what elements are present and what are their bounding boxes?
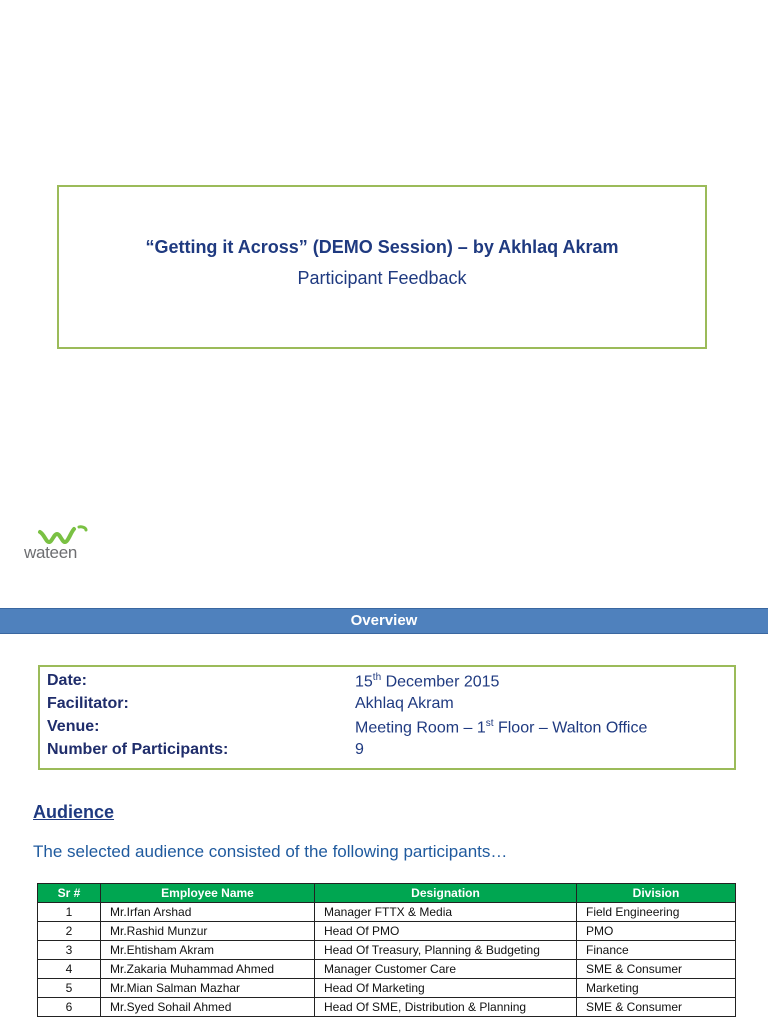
date-value: 15th December 2015 xyxy=(355,672,500,691)
facilitator-value: Akhlaq Akram xyxy=(355,695,454,712)
cell-name: Mr.Syed Sohail Ahmed xyxy=(101,998,315,1017)
table-row xyxy=(38,903,736,922)
wateen-logo xyxy=(24,524,94,566)
cell-sr: 2 xyxy=(38,922,101,941)
title-box xyxy=(57,185,707,349)
cell-division: PMO xyxy=(577,922,736,941)
venue-row xyxy=(47,718,727,740)
overview-header: Overview xyxy=(0,608,768,634)
table-row xyxy=(38,960,736,979)
document-subtitle: Participant Feedback xyxy=(297,268,467,288)
cell-name: Mr.Rashid Munzur xyxy=(101,922,315,941)
header-sr: Sr # xyxy=(38,884,101,903)
venue-value: Meeting Room – 1st Floor – Walton Office xyxy=(355,718,648,737)
date-row xyxy=(47,672,727,694)
cell-designation: Head Of Marketing xyxy=(315,979,577,998)
document-title: “Getting it Across” (DEMO Session) – by Akhlaq Akram xyxy=(145,237,619,257)
cell-sr: 1 xyxy=(38,903,101,922)
cell-division: SME & Consumer xyxy=(577,998,736,1017)
cell-designation: Head Of SME, Distribution & Planning xyxy=(315,998,577,1017)
table-row xyxy=(38,998,736,1017)
facilitator-label: Facilitator: xyxy=(47,695,129,712)
cell-division: SME & Consumer xyxy=(577,960,736,979)
table-row xyxy=(38,922,736,941)
header-employee-name: Employee Name xyxy=(101,884,315,903)
logo-text: wateen xyxy=(24,543,78,562)
table-row xyxy=(38,941,736,960)
cell-sr: 3 xyxy=(38,941,101,960)
facilitator-row xyxy=(47,695,727,717)
participants-row xyxy=(47,741,727,763)
cell-sr: 4 xyxy=(38,960,101,979)
cell-division: Marketing xyxy=(577,979,736,998)
cell-designation: Head Of PMO xyxy=(315,922,577,941)
overview-info-box xyxy=(38,665,736,770)
table-row xyxy=(38,979,736,998)
audience-heading: Audience xyxy=(33,802,115,822)
cell-designation: Head Of Treasury, Planning & Budgeting xyxy=(315,941,577,960)
cell-division: Finance xyxy=(577,941,736,960)
cell-sr: 6 xyxy=(38,998,101,1017)
cell-designation: Manager Customer Care xyxy=(315,960,577,979)
audience-text: The selected audience consisted of the following participants… xyxy=(33,842,508,861)
cell-name: Mr.Ehtisham Akram xyxy=(101,941,315,960)
cell-sr: 5 xyxy=(38,979,101,998)
cell-designation: Manager FTTX & Media xyxy=(315,903,577,922)
participants-value: 9 xyxy=(355,741,364,758)
date-label: Date: xyxy=(47,672,88,689)
venue-label: Venue: xyxy=(47,718,100,735)
cell-name: Mr.Irfan Arshad xyxy=(101,903,315,922)
table-header-row xyxy=(38,884,736,903)
cell-name: Mr.Mian Salman Mazhar xyxy=(101,979,315,998)
participants-label: Number of Participants: xyxy=(47,741,229,758)
cell-name: Mr.Zakaria Muhammad Ahmed xyxy=(101,960,315,979)
header-designation: Designation xyxy=(315,884,577,903)
cell-division: Field Engineering xyxy=(577,903,736,922)
participants-table xyxy=(37,883,736,1017)
header-division: Division xyxy=(577,884,736,903)
